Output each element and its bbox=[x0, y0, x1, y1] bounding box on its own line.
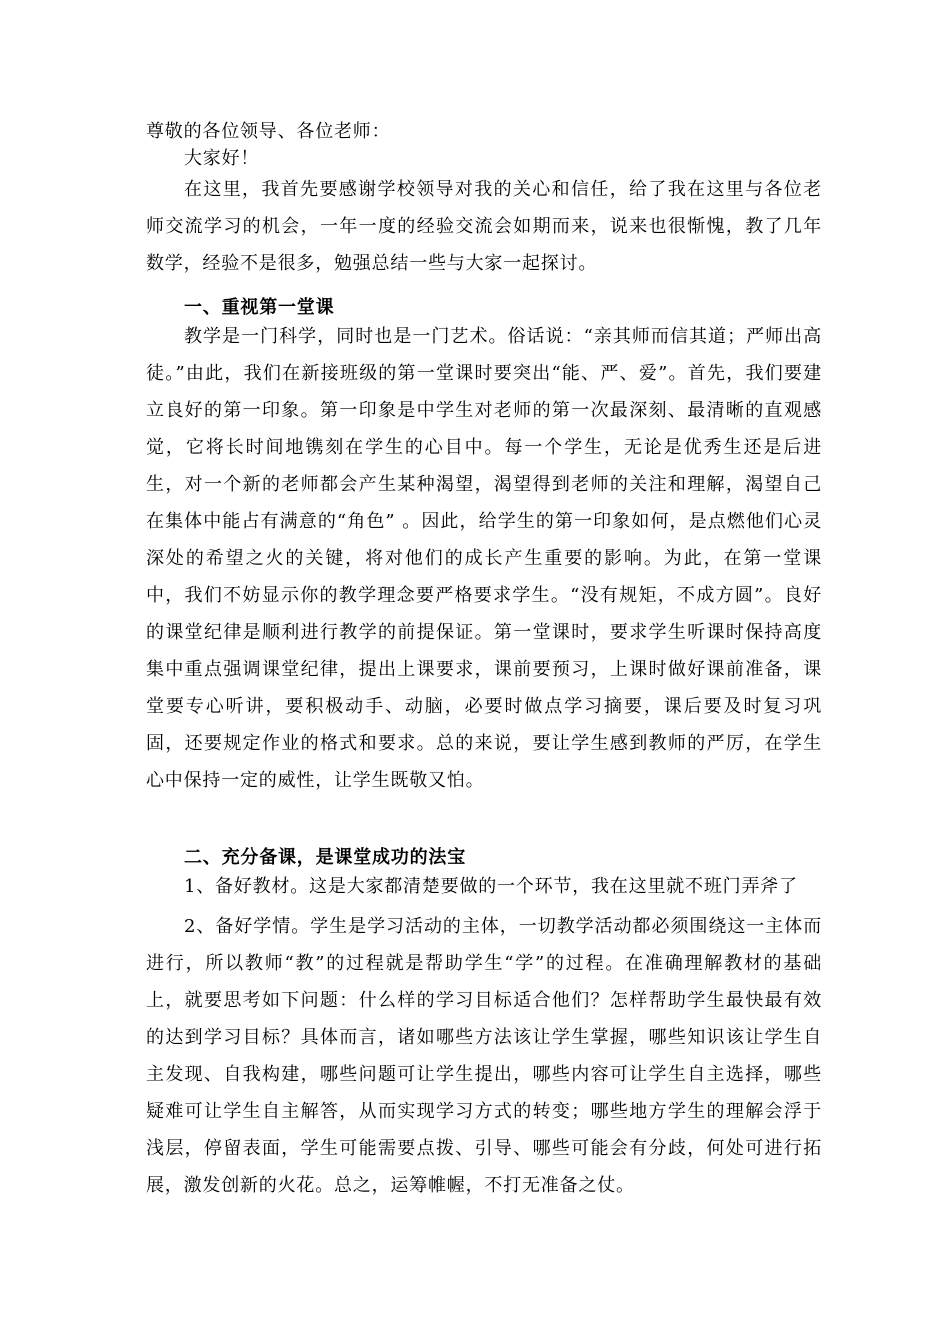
intro-paragraph: 在这里，我首先要感谢学校领导对我的关心和信任，给了我在这里与各位老师交流学习的机会，一年一度的经验交流会如期而来，说来也很惭愧，教了几年数学，经验不是很多，勉强总结一些与大家一起探讨。 bbox=[146, 179, 822, 274]
section-1-heading: 一、重视第一堂课 bbox=[184, 297, 335, 318]
section-2-heading: 二、充分备课，是课堂成功的法宝 bbox=[184, 847, 466, 868]
greeting: 大家好！ bbox=[184, 148, 260, 169]
section-2-item-2: 2、备好学情。学生是学习活动的主体，一切教学活动都必须围绕这一主体而进行，所以教师“教”的过程就是帮助学生“学”的过程。在准确理解教材的基础上，就要思考如下问题：什么样的学习目标适合他们？怎样帮助学生最快最有效的达到学习目标？具体而言，诸如哪些方法该让学生掌握，哪些知识该让学生自主发现、自我构建，哪些问题可让学生提出，哪些内容可让学生自主选择，哪些疑难可让学生自主解答，从而实现学习方式的转变；哪些地方学生的理解会浮于浅层，停留表面，学生可能需要点拨、引导、哪些可能会有分歧，何处可进行拓展，激发创新的火花。总之，运筹帷幄，不打无准备之仗。 bbox=[146, 916, 822, 1196]
salutation: 尊敬的各位领导、各位老师： bbox=[146, 121, 391, 142]
section-2-item-1: 1、备好教材。这是大家都清楚要做的一个环节，我在这里就不班门弄斧了 bbox=[184, 876, 798, 897]
section-1-paragraph: 教学是一门科学，同时也是一门艺术。俗话说：“亲其师而信其道；严师出高徒。”由此，我们在新接班级的第一堂课时要突出“能、严、爱”。首先，我们要建立良好的第一印象。第一印象是中学生对老师的第一次最深刻、最清晰的直观感觉，它将长时间地镌刻在学生的心目中。每一个学生，无论是优秀生还是后进生，对一个新的老师都会产生某种渴望，渴望得到老师的关注和理解，渴望自己在集体中能占有满意的“角色” 。因此，给学生的第一印象如何，是点燃他们心灵深处的希望之火的关键，将对他们的成长产生重要的影响。为此，在第一堂课中，我们不妨显示你的教学理念要严格要求学生。“没有规矩，不成方圆”。良好的课堂纪律是顺利进行教学的前提保证。第一堂课时，要求学生听课时保持高度集中重点强调课堂纪律，提出上课要求，课前要预习，上课时做好课前准备，课堂要专心听讲，要积极动手、动脑，必要时做点学习摘要，课后要及时复习巩固，还要规定作业的格式和要求。总的来说，要让学生感到教师的严厉，在学生心中保持一定的威性，让学生既敬又怕。 bbox=[146, 326, 822, 791]
